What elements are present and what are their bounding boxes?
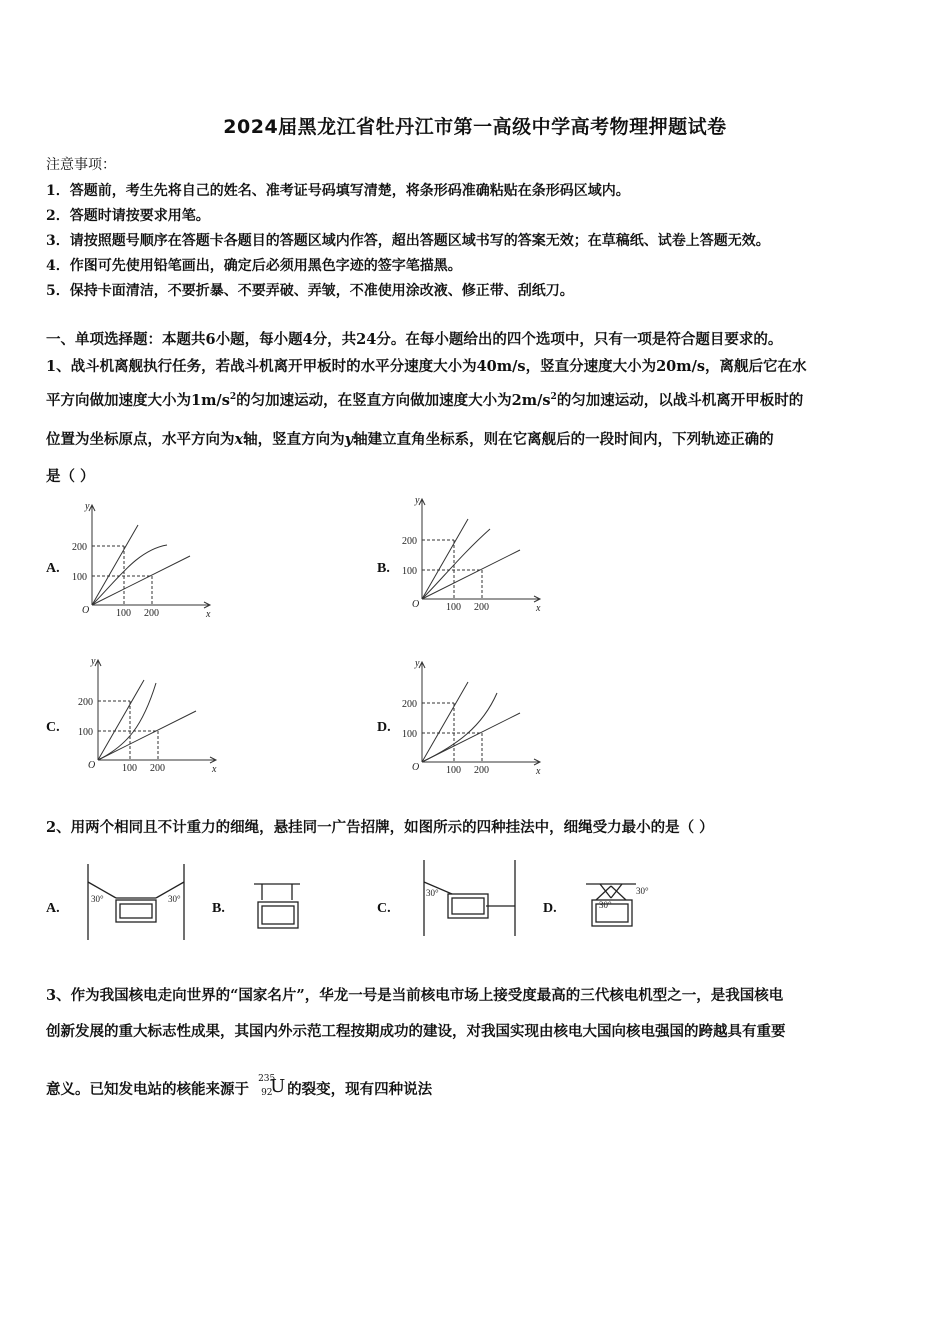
q1-option-label: D. — [377, 720, 391, 735]
y-axis-label: y — [85, 501, 90, 512]
notice-item: 2．答题时请按要求用笔。 — [46, 208, 210, 224]
q1-line: 是（ ） — [46, 468, 95, 485]
y-tick: 100 — [402, 566, 417, 577]
q1-sup: 2 — [550, 392, 557, 403]
angle-label: 30° — [91, 894, 104, 904]
q2-figure-c — [418, 858, 528, 938]
q1-graph-b — [402, 494, 552, 614]
y-tick: 100 — [72, 572, 87, 583]
q1-text: 轴，竖直方向为 — [243, 431, 345, 448]
y-tick: 200 — [72, 542, 87, 553]
x-tick: 100 — [446, 765, 461, 776]
x-tick: 100 — [116, 608, 131, 619]
notice-item: 4．作图可先使用铅笔画出，确定后必须用黑色字迹的签字笔描黑。 — [46, 258, 462, 274]
q1-yvar: y — [344, 431, 354, 448]
q1-graph-d — [402, 657, 552, 777]
y-tick: 200 — [78, 697, 93, 708]
y-tick: 100 — [402, 729, 417, 740]
page-title: 2024届黑龙江省牡丹江市第一高级中学高考物理押题试卷 — [223, 116, 727, 138]
q2-figure-b — [250, 880, 310, 940]
x-tick: 200 — [474, 602, 489, 613]
angle-label: 30° — [636, 886, 649, 896]
angle-label: 30° — [599, 900, 612, 910]
q3-line: 创新发展的重大标志性成果，其国内外示范工程按期成功的建设，对我国实现由核电大国向核电强国的跨越具有重要 — [46, 1023, 786, 1040]
x-tick: 100 — [122, 763, 137, 774]
q3-text: 的裂变，现有四种说法 — [287, 1081, 433, 1098]
y-axis-label: y — [415, 658, 420, 669]
x-tick: 200 — [474, 765, 489, 776]
notice-item: 5．保持卡面清洁，不要折暴、不要弄破、弄皱，不准使用涂改液、修正带、刮纸刀。 — [46, 283, 574, 299]
y-tick: 200 — [402, 699, 417, 710]
q1-text: 平方向做加速度大小为1m/s — [46, 392, 230, 409]
notice-item: 1．答题前，考生先将自己的姓名、准考证号码填写清楚，将条形码准确粘贴在条形码区域内。 — [46, 183, 630, 199]
q1-graph-a — [72, 500, 222, 620]
q1-text: 的匀加速运动，在竖直方向做加速度大小为2m/s — [236, 392, 551, 409]
origin-label: O — [82, 605, 90, 616]
y-tick: 100 — [78, 727, 93, 738]
q1-option-label: C. — [46, 720, 60, 735]
x-tick: 100 — [446, 602, 461, 613]
q1-text: 轴建立直角坐标系，则在它离舰后的一段时间内，下列轨迹正确的 — [353, 431, 774, 448]
q1-line: 1、战斗机离舰执行任务，若战斗机离开甲板时的水平分速度大小为40m/s，竖直分速度大小为20m/s，离舰后它在水 — [46, 358, 807, 375]
y-tick: 200 — [402, 536, 417, 547]
y-axis-label: y — [415, 495, 420, 506]
q1-option-label: A. — [46, 561, 60, 576]
q1-text: 的匀加速运动，以战斗机离开甲板时的 — [556, 392, 804, 409]
q2-option-label: B. — [212, 901, 225, 916]
notice-heading: 注意事项： — [46, 157, 116, 173]
angle-label: 30° — [426, 888, 439, 898]
x-axis-label: x — [212, 764, 217, 775]
q2-option-label: A. — [46, 901, 60, 916]
q3-line — [46, 1074, 432, 1104]
x-tick: 200 — [144, 608, 159, 619]
isotope-symbol: U — [270, 1076, 286, 1097]
x-axis-label: x — [536, 603, 541, 614]
uranium-isotope — [254, 1074, 286, 1104]
q3-text: 意义。已知发电站的核能来源于 — [46, 1081, 249, 1098]
isotope-mass: 235 — [258, 1074, 276, 1084]
q1-line — [46, 389, 803, 410]
q1-line — [46, 428, 774, 449]
q2-figure-d — [582, 878, 662, 938]
q1-option-label: B. — [377, 561, 390, 576]
section-heading: 一、单项选择题：本题共6小题，每小题4分，共24分。在每小题给出的四个选项中，只有一项是符合题目要求的。 — [46, 331, 783, 348]
y-axis-label: y — [91, 656, 96, 667]
q1-graph-c — [78, 655, 228, 775]
q2-option-label: C. — [377, 901, 391, 916]
origin-label: O — [412, 762, 420, 773]
q3-line: 3、作为我国核电走向世界的“国家名片”，华龙一号是当前核电市场上接受度最高的三代核电机型之一，是我国核电 — [46, 987, 784, 1004]
x-axis-label: x — [536, 766, 541, 777]
q2-figure-a — [82, 862, 192, 942]
q1-sup: 2 — [229, 392, 237, 403]
q1-text: 位置为坐标原点，水平方向为 — [46, 431, 235, 448]
origin-label: O — [412, 599, 420, 610]
q2-option-label: D. — [543, 901, 557, 916]
notice-item: 3．请按照题号顺序在答题卡各题目的答题区域内作答，超出答题区域书写的答案无效；在草稿纸、试卷上答题无效。 — [46, 233, 770, 249]
x-axis-label: x — [206, 609, 211, 620]
isotope-atomic-number: 92 — [261, 1088, 273, 1098]
x-tick: 200 — [150, 763, 165, 774]
origin-label: O — [88, 760, 96, 771]
q2-stem: 2、用两个相同且不计重力的细绳，悬挂同一广告招牌，如图所示的四种挂法中，细绳受力最小的是（ ） — [46, 819, 714, 836]
q1-xvar: x — [234, 431, 244, 448]
angle-label: 30° — [168, 894, 181, 904]
